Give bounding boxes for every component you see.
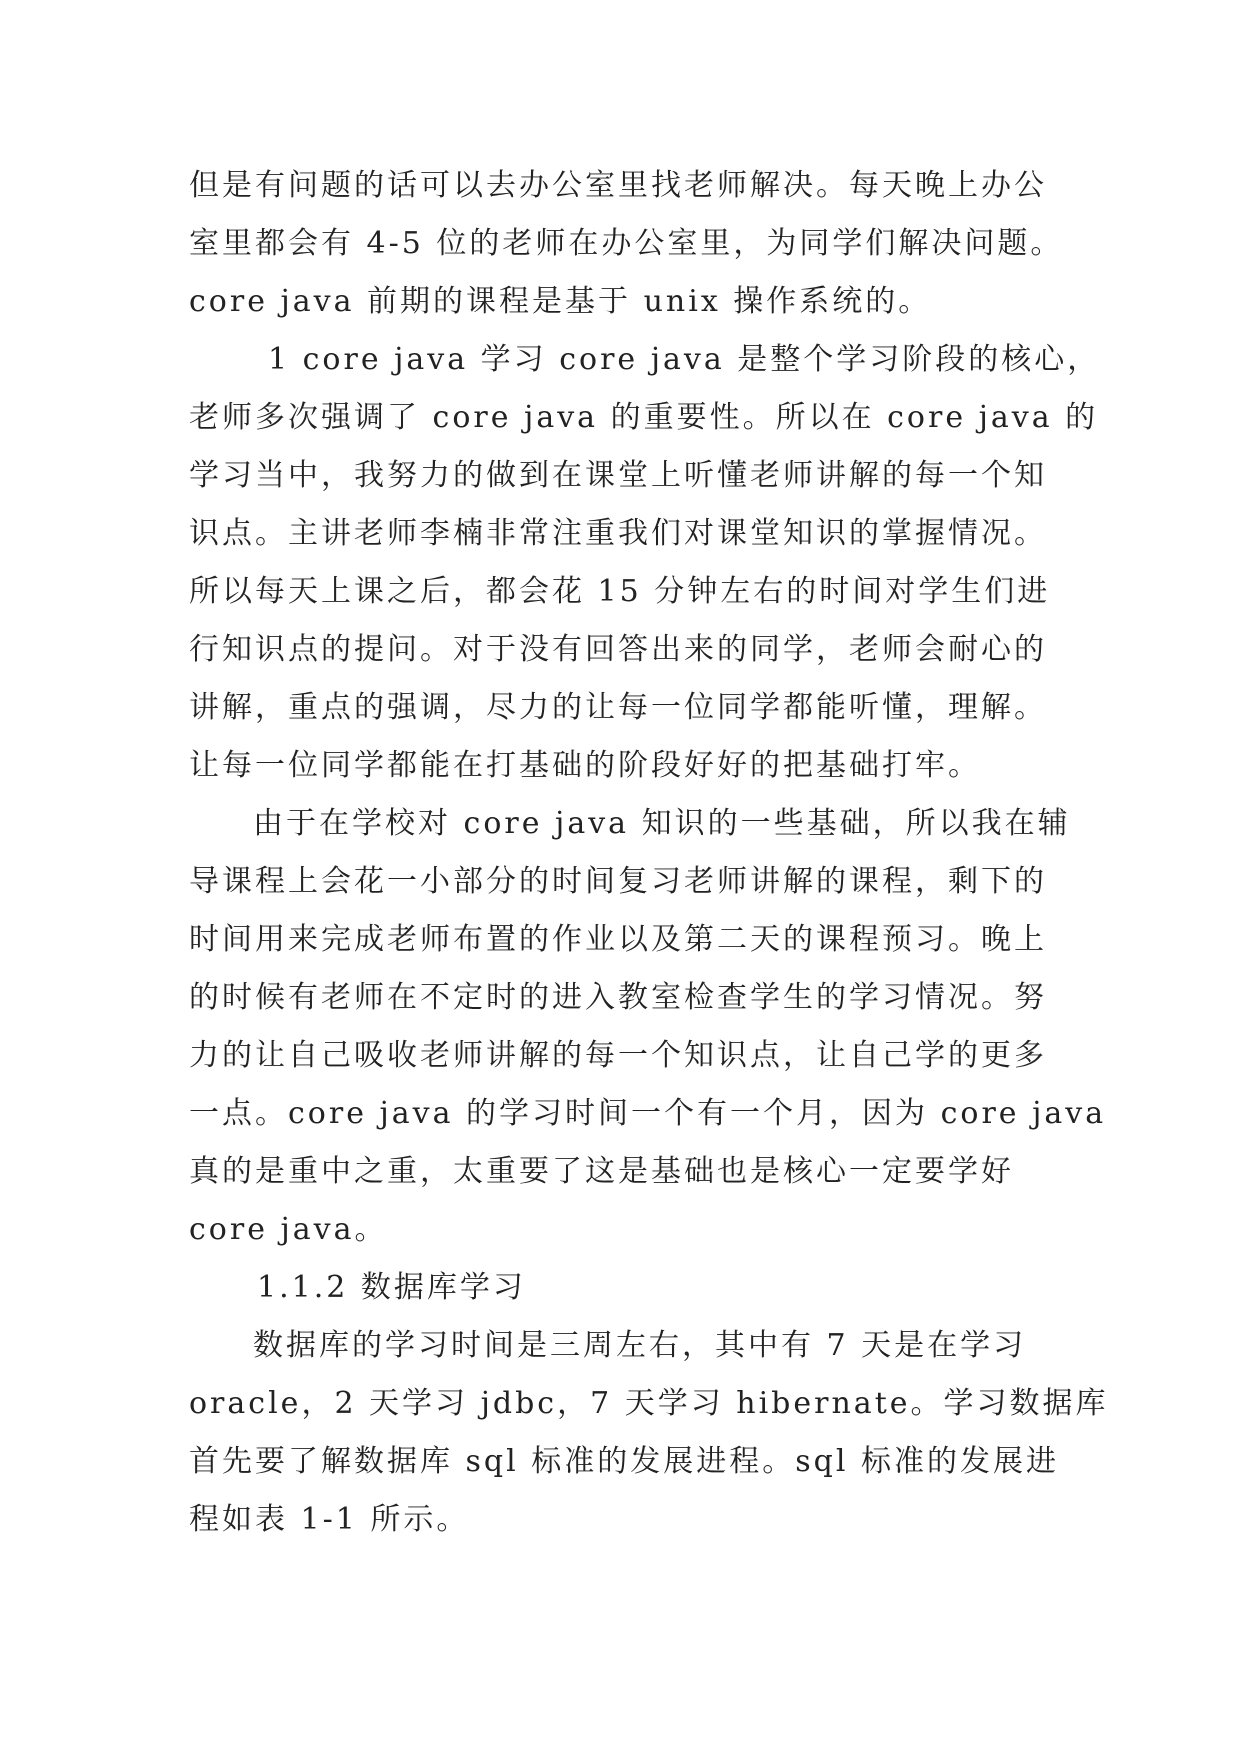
text-line: 识点。主讲老师李楠非常注重我们对课堂知识的掌握情况。: [189, 516, 1047, 551]
text-line: 由于在学校对 core java 知识的一些基础，所以我在辅: [253, 806, 1071, 841]
text-line: 老师多次强调了 core java 的重要性。所以在 core java 的: [189, 400, 1099, 435]
text-line: oracle，2 天学习 jdbc，7 天学习 hibernate。学习数据库: [189, 1386, 1109, 1421]
text-line: 真的是重中之重，太重要了这是基础也是核心一定要学好: [189, 1154, 1014, 1189]
text-line: core java 前期的课程是基于 unix 操作系统的。: [189, 284, 932, 319]
text-line: 1 core java 学习 core java 是整个学习阶段的核心，: [268, 342, 1101, 377]
text-line: 让每一位同学都能在打基础的阶段好好的把基础打牢。: [189, 748, 981, 783]
text-line: 数据库的学习时间是三周左右，其中有 7 天是在学习: [253, 1328, 1027, 1363]
text-line: 所以每天上课之后，都会花 15 分钟左右的时间对学生们进: [189, 574, 1051, 609]
text-line: 导课程上会花一小部分的时间复习老师讲解的课程，剩下的: [189, 864, 1047, 899]
section-heading: 1.1.2 数据库学习: [257, 1270, 526, 1305]
text-line: 程如表 1-1 所示。: [189, 1502, 470, 1537]
text-line: 时间用来完成老师布置的作业以及第二天的课程预习。晚上: [189, 922, 1047, 957]
text-line: 力的让自己吸收老师讲解的每一个知识点，让自己学的更多: [189, 1038, 1047, 1073]
text-line: 行知识点的提问。对于没有回答出来的同学，老师会耐心的: [189, 632, 1047, 667]
text-line: core java。: [189, 1212, 388, 1247]
text-line: 的时候有老师在不定时的进入教室检查学生的学习情况。努: [189, 980, 1047, 1015]
body-text: [189, 157, 1109, 1549]
text-line: 但是有问题的话可以去办公室里找老师解决。每天晚上办公: [189, 168, 1047, 203]
text-line: 学习当中，我努力的做到在课堂上听懂老师讲解的每一个知: [189, 458, 1047, 493]
text-line: 首先要了解数据库 sql 标准的发展进程。sql 标准的发展进: [189, 1444, 1059, 1479]
text-line: 讲解，重点的强调，尽力的让每一位同学都能听懂，理解。: [189, 690, 1047, 725]
text-line: 室里都会有 4-5 位的老师在办公室里，为同学们解决问题。: [189, 226, 1064, 261]
text-line: 一点。core java 的学习时间一个有一个月，因为 core java: [189, 1096, 1107, 1131]
